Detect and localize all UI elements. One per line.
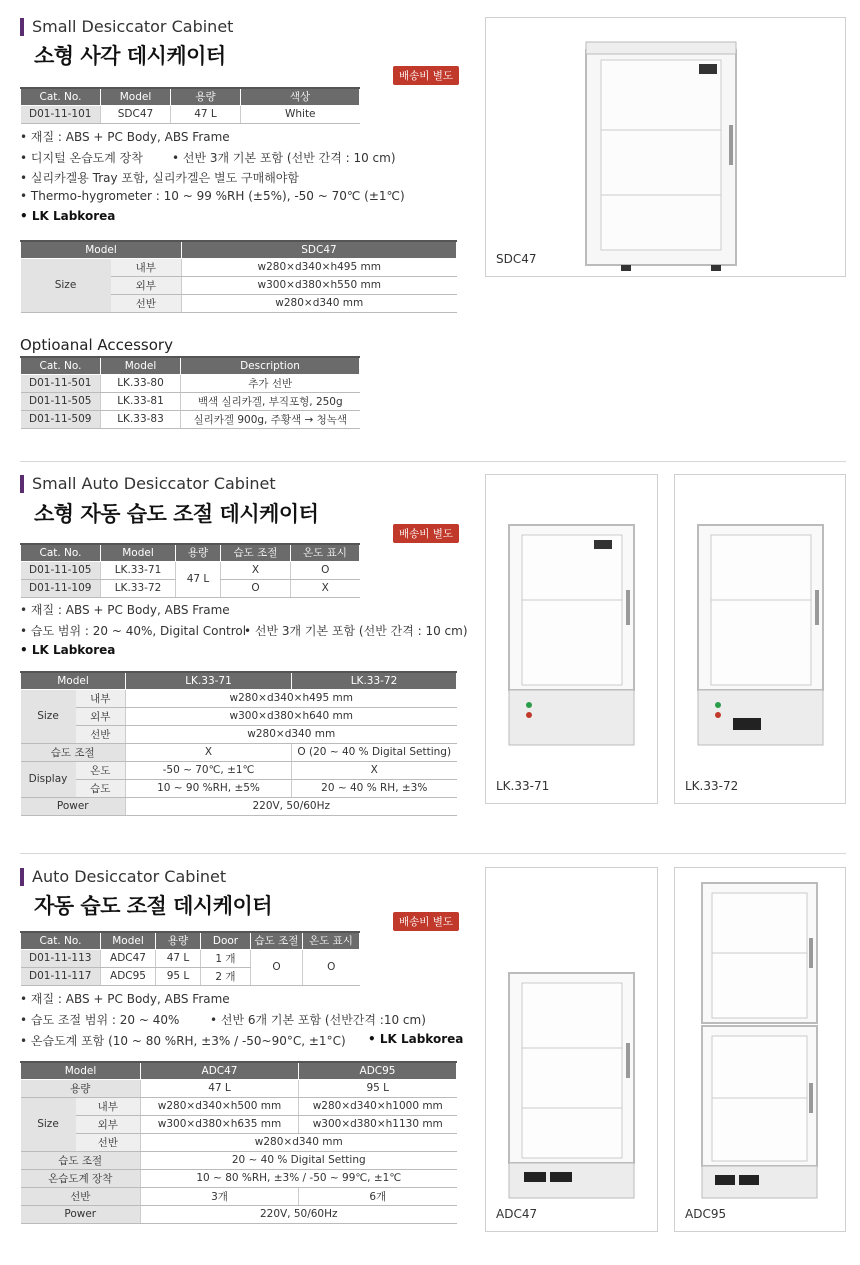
photo-label: LK.33-71	[496, 779, 550, 793]
section2-title-en	[20, 474, 276, 493]
th-model: Model	[21, 241, 182, 258]
s1-bullet-shelf: • 선반 3개 기본 포함 (선반 간격 : 10 cm)	[172, 151, 396, 165]
cell-display: Display	[21, 761, 76, 797]
cell-label: 온도	[76, 761, 126, 779]
cell-value: w300×d380×h550 mm	[182, 276, 457, 294]
cell-model: LK.33-83	[101, 410, 181, 428]
cell-catno: D01-11-109	[21, 579, 101, 597]
cell-desc: 추가 선반	[181, 374, 360, 392]
shipping-badge: 배송비 별도	[393, 912, 459, 931]
cell-value: 3개	[141, 1187, 299, 1205]
cell-label: Power	[21, 1205, 141, 1223]
cell-value: X	[292, 761, 457, 779]
section2-title-ko: 소형 자동 습도 조절 데시케이터	[34, 502, 319, 526]
cell-size: Size	[21, 689, 76, 743]
cell-value: 10 ~ 80 %RH, ±3% / -50 ~ 99℃, ±1℃	[141, 1169, 457, 1187]
th-humidity: 습도 조절	[251, 932, 303, 949]
section1-title-ko: 소형 사각 데시케이터	[34, 44, 226, 68]
s2-bullet-brand	[20, 643, 115, 657]
section-marker	[20, 18, 24, 36]
adc47-photo	[485, 867, 658, 1232]
th-model: Model	[101, 357, 181, 374]
shipping-badge: 배송비 별도	[393, 524, 459, 543]
cell-humidity: O	[251, 949, 303, 985]
cabinet-illustration	[693, 520, 833, 750]
th-model: Model	[101, 544, 176, 561]
cell-label: 외부	[76, 1115, 141, 1133]
section3-title-ko: 자동 습도 조절 데시케이터	[34, 894, 273, 918]
cell-temperature: O	[303, 949, 360, 985]
cell-label: 내부	[76, 1097, 141, 1115]
cell-model: ADC95	[101, 967, 156, 985]
s3-bullet-material: • 재질 : ABS + PC Body, ABS Frame	[20, 992, 230, 1006]
cell-catno: D01-11-113	[21, 949, 101, 967]
cell-label: 선반	[21, 1187, 141, 1205]
table-row	[21, 1133, 457, 1151]
th-humidity: 습도 조절	[221, 544, 291, 561]
cell-value: 10 ~ 90 %RH, ±5%	[126, 779, 292, 797]
s3-bullet-brand	[368, 1032, 463, 1046]
table-row	[21, 797, 457, 815]
cell-catno: D01-11-101	[21, 105, 101, 123]
s3-bullet-thermo: • 온습도계 포함 (10 ~ 80 %RH, ±3% / -50~90°C, ±1°C)	[20, 1034, 346, 1048]
th-model1: LK.33-71	[126, 672, 292, 689]
section3-title-en	[20, 867, 226, 886]
s1-bullet-tray: • 실리카겔용 Tray 포함, 실리카겔은 별도 구매해야함	[20, 171, 299, 185]
cell-label: 외부	[76, 707, 126, 725]
section1-title-en	[20, 17, 233, 36]
table-row	[21, 1097, 457, 1115]
cell-value: w300×d380×h635 mm	[141, 1115, 299, 1133]
cell-model: LK.33-80	[101, 374, 181, 392]
th-model: Model	[101, 88, 171, 105]
th-catno: Cat. No.	[21, 88, 101, 105]
th-model2: LK.33-72	[292, 672, 457, 689]
table-row	[21, 725, 457, 743]
cell-catno: D01-11-505	[21, 392, 101, 410]
brand-text: • LK Labkorea	[368, 1032, 464, 1046]
cell-capacity: 47 L	[176, 561, 221, 597]
cell-humidity: X	[221, 561, 291, 579]
cell-value: w280×d340×h495 mm	[126, 689, 457, 707]
photo-label: LK.33-72	[685, 779, 739, 793]
table-row	[21, 761, 457, 779]
section-marker	[20, 868, 24, 886]
cell-value: 95 L	[299, 1079, 457, 1097]
cell-size: Size	[21, 1097, 76, 1151]
cell-temperature: X	[291, 579, 360, 597]
cell-value: 47 L	[141, 1079, 299, 1097]
cell-label: 선반	[76, 1133, 141, 1151]
s1-bullet-thermo: • 디지털 온습도계 장착	[20, 151, 143, 165]
cell-door: 1 개	[201, 949, 251, 967]
cell-value: 20 ~ 40 % RH, ±3%	[292, 779, 457, 797]
cell-temperature: O	[291, 561, 360, 579]
lk3371-photo	[485, 474, 658, 804]
th-catno: Cat. No.	[21, 357, 101, 374]
table-row	[21, 743, 457, 761]
table-row	[21, 1169, 457, 1187]
cell-label: 내부	[76, 689, 126, 707]
s2-spec-table	[20, 543, 360, 598]
cell-model: LK.33-72	[101, 579, 176, 597]
table-row	[21, 392, 360, 410]
accessory-title: Optioanal Accessory	[20, 336, 173, 354]
cell-value: w280×d340 mm	[141, 1133, 457, 1151]
section-marker	[20, 475, 24, 493]
th-color: 색상	[241, 88, 360, 105]
cell-label: 선반	[111, 294, 182, 312]
cell-desc: 실리카겔 900g, 주황색 → 청녹색	[181, 410, 360, 428]
table-row	[21, 561, 360, 579]
table-row	[21, 689, 457, 707]
photo-label: ADC47	[496, 1207, 538, 1221]
s3-spec-table	[20, 931, 360, 986]
cell-value: w280×d340×h1000 mm	[299, 1097, 457, 1115]
cell-capacity: 47 L	[156, 949, 201, 967]
th-model: Model	[101, 932, 156, 949]
cell-color: White	[241, 105, 360, 123]
cell-model: LK.33-81	[101, 392, 181, 410]
cell-humidity: O	[221, 579, 291, 597]
cell-door: 2 개	[201, 967, 251, 985]
th-capacity: 용량	[171, 88, 241, 105]
s3-bullet-range: • 습도 조절 범위 : 20 ~ 40%	[20, 1013, 180, 1027]
section3-title-en-text: Auto Desiccator Cabinet	[32, 867, 227, 886]
adc95-photo	[674, 867, 846, 1232]
cabinet-illustration	[581, 40, 751, 275]
cell-label: 선반	[76, 725, 126, 743]
table-row	[21, 374, 360, 392]
table-row	[21, 1187, 457, 1205]
cell-value: w280×d340 mm	[126, 725, 457, 743]
cell-catno: D01-11-501	[21, 374, 101, 392]
table-row	[21, 779, 457, 797]
th-model1: ADC47	[141, 1062, 299, 1079]
cell-label: 내부	[111, 258, 182, 276]
cell-label: 습도 조절	[21, 743, 126, 761]
table-row	[21, 1115, 457, 1133]
cell-model: ADC47	[101, 949, 156, 967]
cell-value: O (20 ~ 40 % Digital Setting)	[292, 743, 457, 761]
s1-bullet-brand	[20, 209, 115, 223]
cell-model: SDC47	[101, 105, 171, 123]
cell-value: 220V, 50/60Hz	[126, 797, 457, 815]
cell-value: w280×d340×h495 mm	[182, 258, 457, 276]
cell-label: 습도 조절	[21, 1151, 141, 1169]
table-row	[21, 707, 457, 725]
brand-text: • LK Labkorea	[20, 643, 116, 657]
table-row	[21, 258, 457, 276]
cell-value: 20 ~ 40 % Digital Setting	[141, 1151, 457, 1169]
cell-label: Power	[21, 797, 126, 815]
th-temperature: 온도 표시	[303, 932, 360, 949]
th-catno: Cat. No.	[21, 544, 101, 561]
section-divider	[20, 853, 846, 854]
sdc47-photo	[485, 17, 846, 277]
cell-value: w280×d340×h500 mm	[141, 1097, 299, 1115]
table-row	[21, 1151, 457, 1169]
shipping-badge: 배송비 별도	[393, 66, 459, 85]
cell-value: w300×d380×h640 mm	[126, 707, 457, 725]
photo-label: ADC95	[685, 1207, 727, 1221]
th-capacity: 용량	[156, 932, 201, 949]
cell-model: LK.33-71	[101, 561, 176, 579]
cell-label: 용량	[21, 1079, 141, 1097]
th-model: Model	[21, 1062, 141, 1079]
cell-catno: D01-11-509	[21, 410, 101, 428]
cabinet-illustration	[504, 968, 644, 1203]
photo-label: SDC47	[496, 252, 537, 266]
th-model2: ADC95	[299, 1062, 457, 1079]
cell-value: 6개	[299, 1187, 457, 1205]
th-temperature: 온도 표시	[291, 544, 360, 561]
th-model: Model	[21, 672, 126, 689]
table-row	[21, 105, 360, 123]
th-capacity: 용량	[176, 544, 221, 561]
section-divider	[20, 461, 846, 462]
cell-value: X	[126, 743, 292, 761]
th-door: Door	[201, 932, 251, 949]
section2-title-en-text: Small Auto Desiccator Cabinet	[32, 474, 276, 493]
cell-capacity: 47 L	[171, 105, 241, 123]
th-catno: Cat. No.	[21, 932, 101, 949]
s1-bullet-range: • Thermo-hygrometer : 10 ~ 99 %RH (±5%), -50 ~ 70℃ (±1℃)	[20, 189, 405, 203]
cell-desc: 백색 실리카겔, 부직포형, 250g	[181, 392, 360, 410]
s3-bullet-shelf: • 선반 6개 기본 포함 (선반간격 :10 cm)	[210, 1013, 426, 1027]
s2-size-table	[20, 671, 457, 816]
lk3372-photo	[674, 474, 846, 804]
cell-value: 220V, 50/60Hz	[141, 1205, 457, 1223]
cell-capacity: 95 L	[156, 967, 201, 985]
cell-value: w280×d340 mm	[182, 294, 457, 312]
s1-spec-table	[20, 87, 360, 124]
accessory-table	[20, 356, 360, 429]
cabinet-illustration	[697, 878, 827, 1203]
s1-size-table	[20, 240, 457, 313]
s2-bullet-shelf: • 선반 3개 기본 포함 (선반 간격 : 10 cm)	[244, 624, 468, 638]
s3-size-table	[20, 1061, 457, 1224]
th-sdc47: SDC47	[182, 241, 457, 258]
cell-catno: D01-11-105	[21, 561, 101, 579]
section1-title-en-text: Small Desiccator Cabinet	[32, 17, 234, 36]
s1-bullet-material: • 재질 : ABS + PC Body, ABS Frame	[20, 130, 230, 144]
cell-label: 외부	[111, 276, 182, 294]
table-row	[21, 410, 360, 428]
cell-label: 온습도계 장착	[21, 1169, 141, 1187]
table-row	[21, 949, 360, 967]
cell-size: Size	[21, 258, 111, 312]
brand-text: • LK Labkorea	[20, 209, 116, 223]
cell-label: 습도	[76, 779, 126, 797]
th-description: Description	[181, 357, 360, 374]
s2-bullet-range: • 습도 범위 : 20 ~ 40%, Digital Control	[20, 624, 247, 638]
cell-value: -50 ~ 70℃, ±1℃	[126, 761, 292, 779]
cabinet-illustration	[504, 520, 644, 750]
s2-bullet-material: • 재질 : ABS + PC Body, ABS Frame	[20, 603, 230, 617]
table-row	[21, 1079, 457, 1097]
cell-catno: D01-11-117	[21, 967, 101, 985]
cell-value: w300×d380×h1130 mm	[299, 1115, 457, 1133]
table-row	[21, 1205, 457, 1223]
